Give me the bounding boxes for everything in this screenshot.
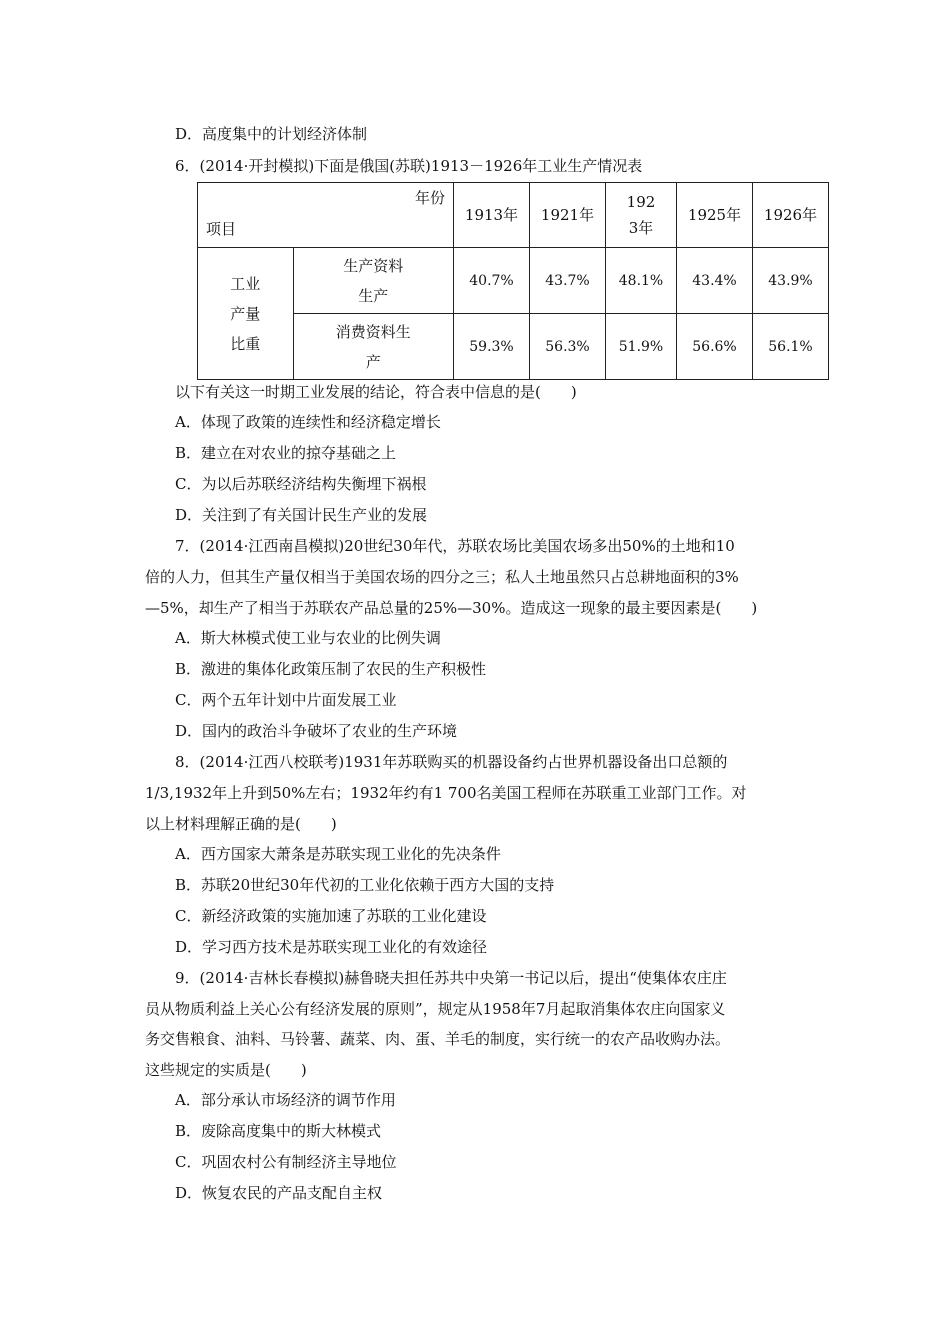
- year-header-1921: 1921年: [530, 183, 606, 248]
- table-cell: 59.3%: [454, 314, 530, 380]
- q7-option-c: C．两个五年计划中片面发展工业: [175, 691, 397, 709]
- table-cell: 43.7%: [530, 248, 606, 314]
- q7-stem-line-2: 倍的人力，但其生产量仅相当于美国农场的四分之三；私人土地虽然只占总耕地面积的3%: [145, 568, 739, 586]
- q7-option-a: A．斯大林模式使工业与农业的比例失调: [175, 629, 441, 647]
- q8-stem-line-2: 1/3,1932年上升到50%左右；1932年约有1 700名美国工程师在苏联重工业部门工作。对: [145, 784, 747, 802]
- q6-option-a: A．体现了政策的连续性和经济稳定增长: [175, 413, 441, 431]
- q9-stem-line-1: 9．(2014·吉林长春模拟)赫鲁晓夫担任苏共中央第一书记以后，提出“使集体农庄庄: [175, 969, 727, 987]
- row-label-cell: [293, 248, 453, 314]
- row-label-consumer-goods: 消费资料生产: [335, 322, 411, 371]
- table-cell: 51.9%: [606, 314, 677, 380]
- table-cell: 56.1%: [753, 314, 829, 380]
- q9-option-a: A．部分承认市场经济的调节作用: [175, 1091, 396, 1109]
- q9-stem-line-3: 务交售粮食、油料、马铃薯、蔬菜、肉、蛋、羊毛的制度，实行统一的农产品收购办法。: [145, 1030, 731, 1048]
- q6-option-b: B．建立在对农业的掠夺基础之上: [175, 444, 397, 462]
- q7-stem-line-1: 7．(2014·江西南昌模拟)20世纪30年代，苏联农场比美国农场多出50%的土地和10: [175, 537, 735, 555]
- production-table: [197, 182, 829, 380]
- q9-stem-line-2: 员从物质利益上关心公有经济发展的原则”，规定从1958年7月起取消集体农庄向国家义: [145, 1000, 726, 1018]
- header-item-label: 项目: [206, 220, 237, 238]
- year-header-1926: 1926年: [753, 183, 829, 248]
- q8-option-a: A．西方国家大萧条是苏联实现工业化的先决条件: [175, 845, 501, 863]
- q6-stem: 6．(2014·开封模拟)下面是俄国(苏联)1913－1926年工业生产情况表: [175, 157, 643, 175]
- table-header-diagonal: [198, 183, 454, 248]
- category-label: 工业产量比重: [230, 274, 261, 353]
- q8-option-d: D．学习西方技术是苏联实现工业化的有效途径: [175, 938, 488, 956]
- q7-stem-line-3: —5%，却生产了相当于苏联农产品总量的25%—30%。造成这一现象的最主要因素是( ): [145, 599, 758, 617]
- q9-option-b: B．废除高度集中的斯大林模式: [175, 1122, 382, 1140]
- q9-stem-line-4: 这些规定的实质是( ): [145, 1061, 307, 1079]
- year-header-1923: [606, 183, 677, 248]
- q6-question: 以下有关这一时期工业发展的结论，符合表中信息的是( ): [175, 383, 577, 401]
- q6-option-d: D．关注到了有关国计民生产业的发展: [175, 506, 428, 524]
- table-cell: 43.9%: [753, 248, 829, 314]
- q8-option-c: C．新经济政策的实施加速了苏联的工业化建设: [175, 907, 487, 925]
- table-cell: 56.6%: [677, 314, 753, 380]
- year-header-1925: 1925年: [677, 183, 753, 248]
- table-cell: 48.1%: [606, 248, 677, 314]
- year-header-1913: 1913年: [454, 183, 530, 248]
- q9-option-d: D．恢复农民的产品支配自主权: [175, 1184, 383, 1202]
- q8-stem-line-3: 以上材料理解正确的是( ): [145, 815, 337, 833]
- q8-option-b: B．苏联20世纪30年代初的工业化依赖于西方大国的支持: [175, 876, 555, 894]
- q5-option-d: D．高度集中的计划经济体制: [175, 125, 368, 143]
- q8-stem-line-1: 8．(2014·江西八校联考)1931年苏联购买的机器设备约占世界机器设备出口总额的: [175, 753, 728, 771]
- q6-option-c: C．为以后苏联经济结构失衡埋下祸根: [175, 475, 427, 493]
- header-year-label: 年份: [414, 189, 445, 207]
- table-cell: 56.3%: [530, 314, 606, 380]
- table-cell: 40.7%: [454, 248, 530, 314]
- category-cell: [198, 248, 294, 380]
- table-cell: 43.4%: [677, 248, 753, 314]
- q9-option-c: C．巩固农村公有制经济主导地位: [175, 1153, 397, 1171]
- q7-option-d: D．国内的政治斗争破坏了农业的生产环境: [175, 722, 458, 740]
- q7-option-b: B．激进的集体化政策压制了农民的生产积极性: [175, 660, 487, 678]
- row-label-producer-goods: 生产资料生产: [343, 256, 404, 305]
- year-1923-text: 1923年: [626, 193, 656, 237]
- row-label-cell: [293, 314, 453, 380]
